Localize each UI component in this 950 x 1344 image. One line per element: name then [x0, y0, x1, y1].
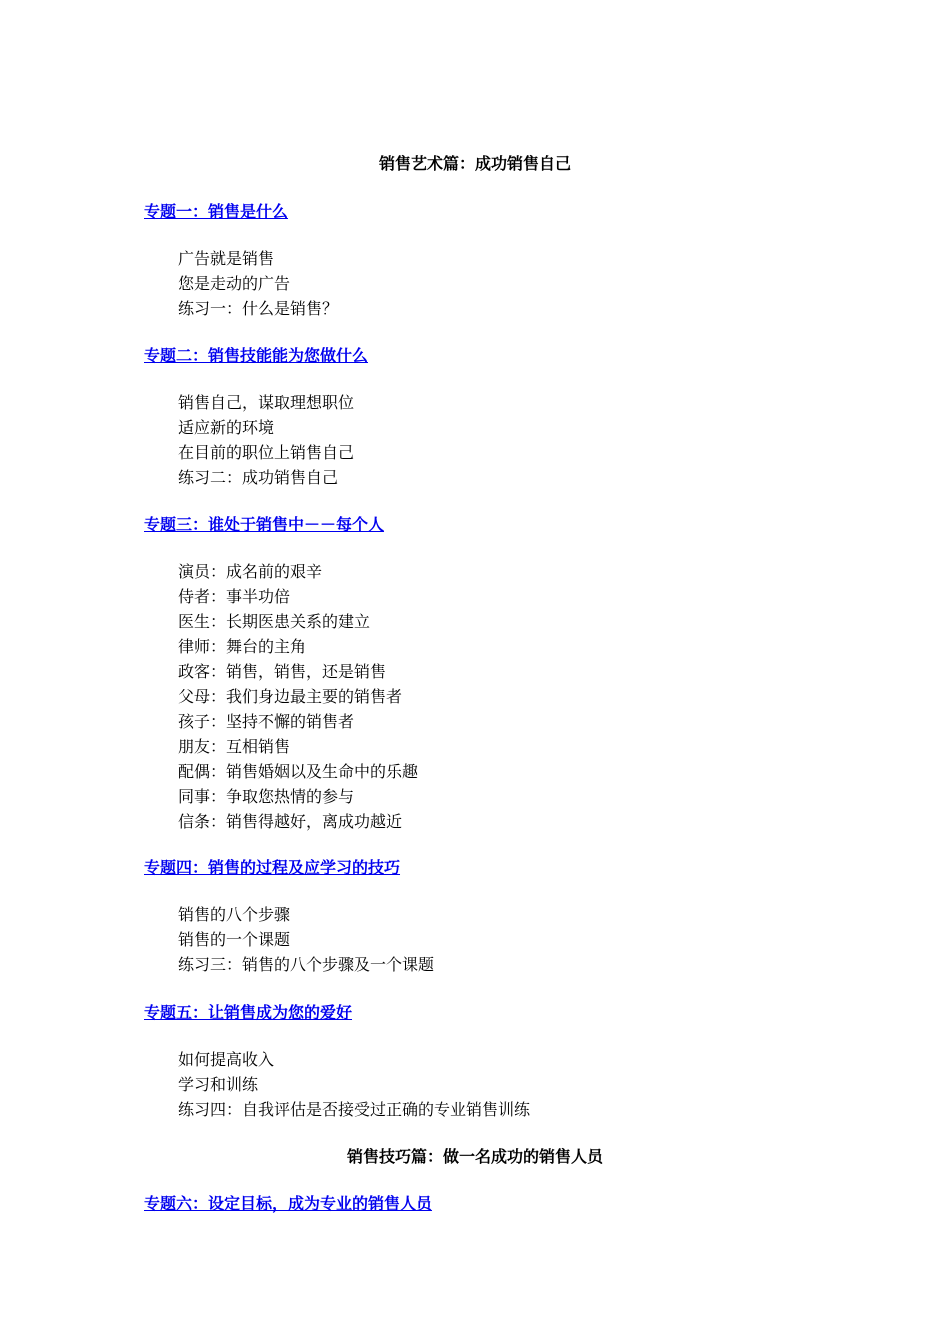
- list-item: 侍者：事半功倍: [178, 587, 291, 606]
- list-item: 练习三：销售的八个步骤及一个课题: [178, 955, 435, 974]
- list-item: 练习二：成功销售自己: [178, 468, 339, 487]
- part-title-skills: 销售技巧篇：做一名成功的销售人员: [346, 1147, 603, 1166]
- topic-1-items: [178, 246, 338, 321]
- list-item: 如何提高收入: [178, 1050, 275, 1069]
- list-item: 在目前的职位上销售自己: [178, 443, 355, 462]
- list-item: 销售的八个步骤: [178, 905, 291, 924]
- topic-link-4[interactable]: 专题四：销售的过程及应学习的技巧: [144, 858, 401, 877]
- topic-link-5[interactable]: 专题五：让销售成为您的爱好: [144, 1003, 353, 1022]
- topic-5-items: [178, 1047, 530, 1122]
- list-item: 信条：销售得越好，离成功越近: [178, 812, 403, 831]
- list-item: 销售自己，谋取理想职位: [178, 393, 355, 412]
- list-item: 销售的一个课题: [178, 930, 291, 949]
- topic-link-3[interactable]: 专题三：谁处于销售中－－每个人: [144, 515, 385, 534]
- list-item: 练习四：自我评估是否接受过正确的专业销售训练: [178, 1100, 531, 1119]
- list-item: 律师：舞台的主角: [178, 637, 307, 656]
- list-item: 您是走动的广告: [178, 274, 291, 293]
- list-item: 配偶：销售婚姻以及生命中的乐趣: [178, 762, 419, 781]
- list-item: 演员：成名前的艰辛: [178, 562, 323, 581]
- list-item: 学习和训练: [178, 1075, 259, 1094]
- part-title-art: 销售艺术篇：成功销售自己: [378, 154, 571, 173]
- list-item: 医生：长期医患关系的建立: [178, 612, 371, 631]
- list-item: 父母：我们身边最主要的销售者: [178, 687, 403, 706]
- topic-4-items: [178, 902, 434, 977]
- list-item: 适应新的环境: [178, 418, 275, 437]
- topic-link-6[interactable]: 专题六：设定目标，成为专业的销售人员: [144, 1194, 433, 1213]
- list-item: 广告就是销售: [178, 249, 275, 268]
- topic-2-items: [178, 390, 354, 490]
- list-item: 孩子：坚持不懈的销售者: [178, 712, 355, 731]
- list-item: 政客：销售，销售，还是销售: [178, 662, 387, 681]
- list-item: 朋友：互相销售: [178, 737, 291, 756]
- list-item: 同事：争取您热情的参与: [178, 787, 355, 806]
- topic-link-2[interactable]: 专题二：销售技能能为您做什么: [144, 346, 369, 365]
- list-item: 练习一：什么是销售？: [178, 299, 339, 318]
- topic-3-items: [178, 559, 418, 834]
- topic-link-1[interactable]: 专题一：销售是什么: [144, 202, 289, 221]
